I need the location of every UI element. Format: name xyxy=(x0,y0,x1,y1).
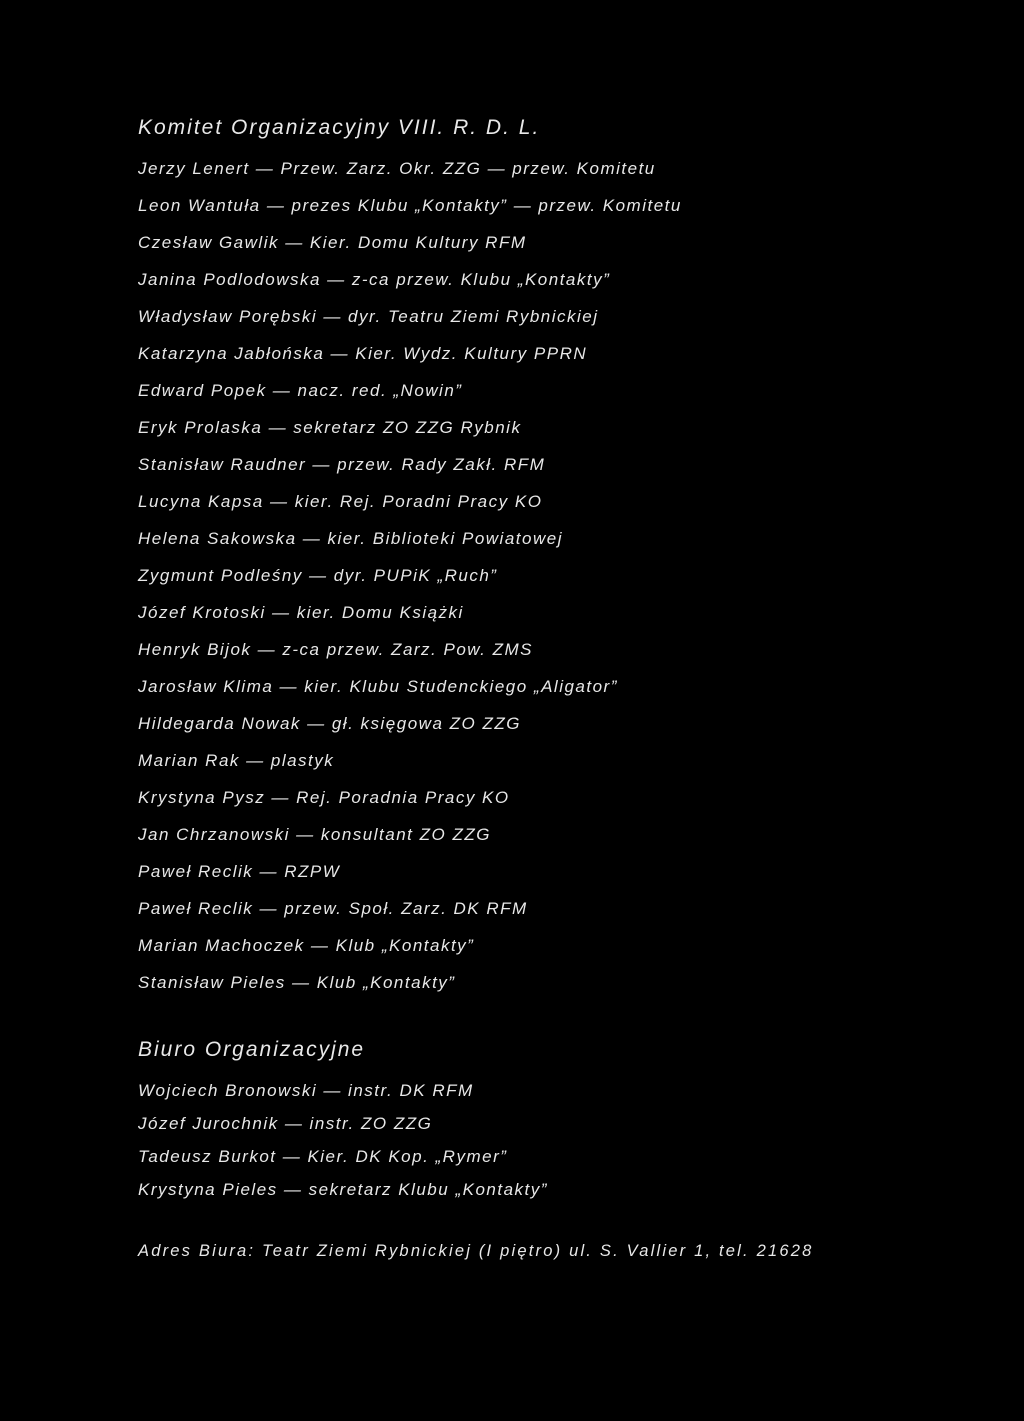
committee-member: Jerzy Lenert — Przew. Zarz. Okr. ZZG — przew. Komitetu xyxy=(138,159,656,178)
committee-member: Jarosław Klima — kier. Klubu Studenckiego „Aligator” xyxy=(138,677,618,696)
committee-member: Henryk Bijok — z-ca przew. Zarz. Pow. ZMS xyxy=(138,640,533,659)
committee-member: Hildegarda Nowak — gł. księgowa ZO ZZG xyxy=(138,714,521,733)
bureau-member: Krystyna Pieles — sekretarz Klubu „Kontakty” xyxy=(138,1180,548,1199)
bureau-member: Tadeusz Burkot — Kier. DK Kop. „Rymer” xyxy=(138,1147,508,1166)
bureau-heading: Biuro Organizacyjne xyxy=(138,1038,366,1061)
bureau-member: Wojciech Bronowski — instr. DK RFM xyxy=(138,1081,474,1100)
committee-heading: Komitet Organizacyjny VIII. R. D. L. xyxy=(138,116,541,139)
committee-member: Krystyna Pysz — Rej. Poradnia Pracy KO xyxy=(138,788,510,807)
committee-member: Zygmunt Podleśny — dyr. PUPiK „Ruch” xyxy=(138,566,498,585)
committee-member: Paweł Reclik — RZPW xyxy=(138,862,341,881)
committee-member: Katarzyna Jabłońska — Kier. Wydz. Kultury PPRN xyxy=(138,344,588,363)
bureau-address: Adres Biura: Teatr Ziemi Rybnickiej (I piętro) ul. S. Vallier 1, tel. 21628 xyxy=(138,1242,814,1260)
committee-member: Czesław Gawlik — Kier. Domu Kultury RFM xyxy=(138,233,527,252)
committee-member: Stanisław Pieles — Klub „Kontakty” xyxy=(138,973,456,992)
committee-member: Paweł Reclik — przew. Społ. Zarz. DK RFM xyxy=(138,899,528,918)
bureau-member: Józef Jurochnik — instr. ZO ZZG xyxy=(138,1114,433,1133)
committee-member: Stanisław Raudner — przew. Rady Zakł. RFM xyxy=(138,455,546,474)
committee-member: Jan Chrzanowski — konsultant ZO ZZG xyxy=(138,825,491,844)
committee-member: Edward Popek — nacz. red. „Nowin” xyxy=(138,381,463,400)
committee-member: Władysław Porębski — dyr. Teatru Ziemi Rybnickiej xyxy=(138,307,599,326)
committee-member: Marian Rak — plastyk xyxy=(138,751,335,770)
committee-member: Józef Krotoski — kier. Domu Książki xyxy=(138,603,464,622)
committee-member: Helena Sakowska — kier. Biblioteki Powiatowej xyxy=(138,529,563,548)
committee-member: Eryk Prolaska — sekretarz ZO ZZG Rybnik xyxy=(138,418,522,437)
committee-member: Janina Podlodowska — z-ca przew. Klubu „Kontakty” xyxy=(138,270,611,289)
committee-member: Marian Machoczek — Klub „Kontakty” xyxy=(138,936,475,955)
committee-member: Lucyna Kapsa — kier. Rej. Poradni Pracy KO xyxy=(138,492,543,511)
committee-member: Leon Wantuła — prezes Klubu „Kontakty” — przew. Komitetu xyxy=(138,196,682,215)
